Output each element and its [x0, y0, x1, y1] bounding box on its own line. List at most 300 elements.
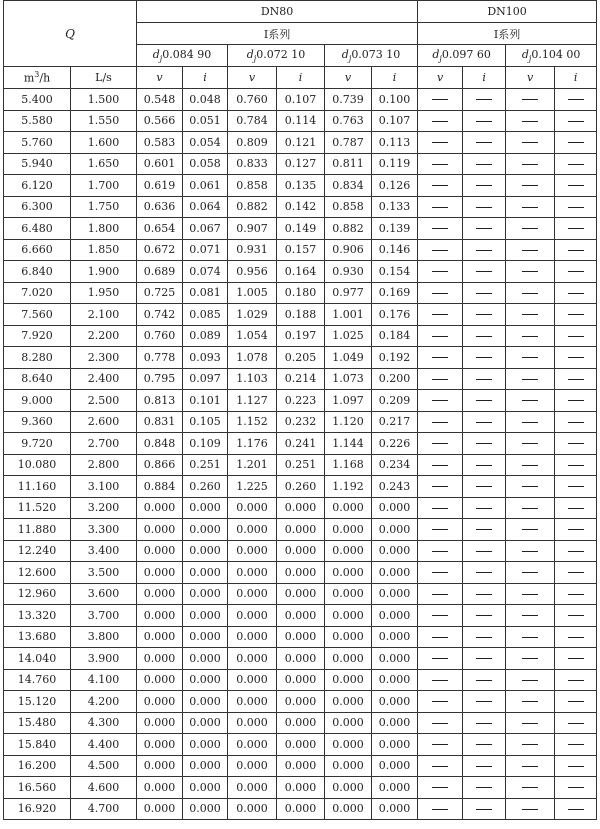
table-cell: 0.778 [137, 347, 183, 369]
table-cell: 0.000 [277, 626, 325, 648]
velocity-label: v [506, 67, 555, 89]
table-cell: 0.809 [228, 132, 277, 154]
table-cell: 0.787 [325, 132, 372, 154]
dash-mark [522, 228, 538, 229]
dash-mark [568, 336, 584, 337]
table-cell: 0.566 [137, 110, 183, 132]
dash-mark [522, 615, 538, 616]
dash-mark [432, 615, 448, 616]
table-cell: 0.192 [372, 347, 418, 369]
table-cell: 0.000 [183, 734, 228, 756]
table-cell: 0.000 [183, 540, 228, 562]
empty-cell [418, 454, 463, 476]
dash-mark [568, 723, 584, 724]
table-cell: 0.200 [372, 368, 418, 390]
empty-cell [506, 777, 555, 799]
table-cell: 0.000 [277, 497, 325, 519]
table-row [4, 648, 597, 670]
dash-mark [476, 680, 492, 681]
empty-cell [418, 411, 463, 433]
table-cell: 0.000 [183, 605, 228, 627]
table-cell: 0.000 [372, 755, 418, 777]
table-cell: 0.154 [372, 261, 418, 283]
table-cell: 0.848 [137, 433, 183, 455]
dash-mark [476, 594, 492, 595]
table-cell: 5.580 [4, 110, 71, 132]
dash-mark [522, 207, 538, 208]
empty-cell [418, 175, 463, 197]
dash-mark [432, 142, 448, 143]
table-cell: 1.144 [325, 433, 372, 455]
table-cell: 12.600 [4, 562, 71, 584]
empty-cell [463, 562, 506, 584]
table-cell: 4.600 [71, 777, 137, 799]
table-cell: 12.960 [4, 583, 71, 605]
dash-mark [432, 250, 448, 251]
dash-mark [522, 701, 538, 702]
table-cell: 0.127 [277, 153, 325, 175]
empty-cell [418, 218, 463, 240]
empty-cell [506, 368, 555, 390]
table-cell: 1.078 [228, 347, 277, 369]
dash-mark [522, 529, 538, 530]
empty-cell [506, 476, 555, 498]
table-cell: 0.000 [325, 755, 372, 777]
table-cell: 0.000 [183, 519, 228, 541]
table-row [4, 261, 597, 283]
table-cell: 0.000 [228, 626, 277, 648]
table-cell: 0.672 [137, 239, 183, 261]
table-cell: 1.168 [325, 454, 372, 476]
table-cell: 2.200 [71, 325, 137, 347]
table-row [4, 583, 597, 605]
dash-mark [522, 744, 538, 745]
table-cell: 0.000 [325, 605, 372, 627]
table-cell: 15.120 [4, 691, 71, 713]
table-cell: 0.636 [137, 196, 183, 218]
table-cell: 4.400 [71, 734, 137, 756]
table-cell: 0.000 [277, 712, 325, 734]
empty-cell [506, 411, 555, 433]
table-cell: 16.200 [4, 755, 71, 777]
dash-mark [568, 465, 584, 466]
table-cell: 0.251 [183, 454, 228, 476]
table-cell: 0.139 [372, 218, 418, 240]
empty-cell [463, 325, 506, 347]
empty-cell [418, 325, 463, 347]
empty-cell [555, 218, 597, 240]
empty-cell [555, 89, 597, 111]
empty-cell [418, 648, 463, 670]
table-cell: 0.064 [183, 196, 228, 218]
table-cell: 14.760 [4, 669, 71, 691]
table-cell: 12.240 [4, 540, 71, 562]
table-cell: 0.074 [183, 261, 228, 283]
empty-cell [418, 89, 463, 111]
empty-cell [506, 390, 555, 412]
dash-mark [568, 293, 584, 294]
table-cell: 6.120 [4, 175, 71, 197]
dash-mark [522, 422, 538, 423]
table-cell: 0.234 [372, 454, 418, 476]
table-cell: 2.300 [71, 347, 137, 369]
diameter-cell: $d_j0.084$ 90 [137, 45, 228, 67]
empty-cell [418, 261, 463, 283]
table-cell: 0.054 [183, 132, 228, 154]
empty-cell [555, 476, 597, 498]
table-cell: 0.000 [228, 648, 277, 670]
dash-mark [568, 615, 584, 616]
table-cell: 0.000 [183, 712, 228, 734]
table-cell: 2.700 [71, 433, 137, 455]
unit-ls: L/s [71, 67, 137, 89]
dash-mark [432, 680, 448, 681]
table-cell: 3.800 [71, 626, 137, 648]
table-cell: 0.000 [183, 497, 228, 519]
table-cell: 2.500 [71, 390, 137, 412]
table-cell: 0.000 [228, 605, 277, 627]
dash-mark [476, 508, 492, 509]
dash-mark [432, 658, 448, 659]
table-cell: 0.931 [228, 239, 277, 261]
empty-cell [463, 691, 506, 713]
empty-cell [555, 411, 597, 433]
table-cell: 13.680 [4, 626, 71, 648]
table-cell: 0.048 [183, 89, 228, 111]
empty-cell [463, 734, 506, 756]
table-cell: 14.040 [4, 648, 71, 670]
table-cell: 0.000 [325, 583, 372, 605]
table-cell: 0.093 [183, 347, 228, 369]
table-cell: 1.750 [71, 196, 137, 218]
table-cell: 0.000 [183, 648, 228, 670]
empty-cell [555, 519, 597, 541]
empty-cell [418, 755, 463, 777]
table-cell: 1.550 [71, 110, 137, 132]
dash-mark [476, 658, 492, 659]
empty-cell [555, 648, 597, 670]
table-cell: 0.000 [372, 648, 418, 670]
table-cell: 0.739 [325, 89, 372, 111]
dash-mark [476, 357, 492, 358]
dash-mark [522, 809, 538, 810]
empty-cell [506, 734, 555, 756]
table-cell: 0.188 [277, 304, 325, 326]
dash-mark [522, 314, 538, 315]
table-cell: 0.000 [137, 562, 183, 584]
dash-mark [432, 336, 448, 337]
table-cell: 0.000 [372, 626, 418, 648]
empty-cell [506, 755, 555, 777]
dash-mark [522, 680, 538, 681]
dash-mark [522, 400, 538, 401]
empty-cell [463, 433, 506, 455]
dash-mark [522, 637, 538, 638]
empty-cell [506, 261, 555, 283]
table-cell: 3.100 [71, 476, 137, 498]
dash-mark [476, 809, 492, 810]
empty-cell [418, 282, 463, 304]
table-cell: 7.920 [4, 325, 71, 347]
empty-cell [463, 626, 506, 648]
table-cell: 0.000 [325, 497, 372, 519]
table-row [4, 89, 597, 111]
unit-row [4, 67, 597, 89]
empty-cell [555, 669, 597, 691]
table-cell: 0.146 [372, 239, 418, 261]
diameter-cell: $d_j0.104$ 00 [506, 45, 597, 67]
table-cell: 0.000 [325, 648, 372, 670]
empty-cell [418, 390, 463, 412]
dash-mark [432, 551, 448, 552]
empty-cell [506, 175, 555, 197]
dash-mark [522, 121, 538, 122]
dash-mark [476, 551, 492, 552]
table-cell: 0.051 [183, 110, 228, 132]
table-cell: 1.225 [228, 476, 277, 498]
velocity-label: v [418, 67, 463, 89]
empty-cell [555, 132, 597, 154]
empty-cell [418, 519, 463, 541]
dash-mark [432, 508, 448, 509]
table-cell: 5.940 [4, 153, 71, 175]
table-cell: 1.192 [325, 476, 372, 498]
dash-mark [522, 486, 538, 487]
empty-cell [555, 282, 597, 304]
empty-cell [463, 304, 506, 326]
table-cell: 16.560 [4, 777, 71, 799]
dash-mark [476, 142, 492, 143]
dash-mark [568, 551, 584, 552]
table-cell: 0.795 [137, 368, 183, 390]
table-cell: 0.205 [277, 347, 325, 369]
table-cell: 0.133 [372, 196, 418, 218]
empty-cell [555, 433, 597, 455]
table-cell: 0.906 [325, 239, 372, 261]
dash-mark [568, 228, 584, 229]
gradient-label: i [463, 67, 506, 89]
table-cell: 0.000 [325, 691, 372, 713]
dash-mark [432, 379, 448, 380]
table-cell: 0.000 [277, 648, 325, 670]
table-cell: 0.000 [183, 691, 228, 713]
empty-cell [418, 476, 463, 498]
dash-mark [476, 228, 492, 229]
velocity-label: v [325, 67, 372, 89]
table-cell: 0.000 [372, 669, 418, 691]
dash-mark [522, 658, 538, 659]
empty-cell [506, 626, 555, 648]
empty-cell [506, 583, 555, 605]
dash-mark [522, 336, 538, 337]
table-cell: 9.000 [4, 390, 71, 412]
table-cell: 1.950 [71, 282, 137, 304]
dash-mark [522, 142, 538, 143]
table-cell: 0.061 [183, 175, 228, 197]
dash-mark [476, 615, 492, 616]
dash-mark [568, 508, 584, 509]
table-cell: 0.000 [277, 755, 325, 777]
table-row [4, 691, 597, 713]
table-cell: 0.000 [228, 583, 277, 605]
table-cell: 0.000 [277, 583, 325, 605]
table-cell: 0.833 [228, 153, 277, 175]
unit-m3h: $m^3/h$ [4, 67, 71, 89]
empty-cell [555, 497, 597, 519]
table-cell: 0.000 [277, 562, 325, 584]
table-cell: 3.500 [71, 562, 137, 584]
table-cell: 11.520 [4, 497, 71, 519]
table-cell: 3.300 [71, 519, 137, 541]
dash-mark [476, 787, 492, 788]
table-cell: 0.882 [228, 196, 277, 218]
table-cell: 0.000 [372, 497, 418, 519]
empty-cell [506, 605, 555, 627]
empty-cell [463, 497, 506, 519]
dash-mark [432, 486, 448, 487]
dash-mark [522, 443, 538, 444]
table-cell: 0.760 [137, 325, 183, 347]
table-cell: 0.000 [137, 712, 183, 734]
dash-mark [432, 529, 448, 530]
table-cell: 0.000 [183, 798, 228, 820]
dash-mark [568, 809, 584, 810]
table-cell: 0.000 [137, 519, 183, 541]
empty-cell [555, 626, 597, 648]
table-cell: 0.260 [277, 476, 325, 498]
table-cell: 0.000 [372, 798, 418, 820]
table-cell: 0.000 [325, 798, 372, 820]
table-row [4, 562, 597, 584]
empty-cell [555, 755, 597, 777]
empty-cell [555, 347, 597, 369]
table-cell: 0.000 [277, 734, 325, 756]
empty-cell [418, 626, 463, 648]
table-cell: 0.000 [325, 562, 372, 584]
table-cell: 1.700 [71, 175, 137, 197]
table-cell: 0.583 [137, 132, 183, 154]
table-cell: 4.100 [71, 669, 137, 691]
dash-mark [568, 443, 584, 444]
gradient-label: i [183, 67, 228, 89]
dash-mark [432, 99, 448, 100]
empty-cell [418, 540, 463, 562]
dash-mark [476, 164, 492, 165]
table-row [4, 411, 597, 433]
dash-mark [568, 99, 584, 100]
dash-mark [432, 185, 448, 186]
empty-cell [555, 734, 597, 756]
dash-mark [522, 293, 538, 294]
empty-cell [555, 540, 597, 562]
dash-mark [476, 400, 492, 401]
dn80-series: Ⅰ系列 [137, 23, 418, 45]
table-cell: 1.025 [325, 325, 372, 347]
dash-mark [432, 637, 448, 638]
table-row [4, 669, 597, 691]
dash-mark [568, 572, 584, 573]
empty-cell [506, 648, 555, 670]
table-cell: 0.000 [228, 562, 277, 584]
dash-mark [522, 250, 538, 251]
table-cell: 1.103 [228, 368, 277, 390]
table-cell: 0.000 [277, 605, 325, 627]
empty-cell [463, 755, 506, 777]
table-cell: 2.100 [71, 304, 137, 326]
empty-cell [463, 712, 506, 734]
table-row [4, 734, 597, 756]
table-row [4, 304, 597, 326]
dash-mark [568, 250, 584, 251]
dash-mark [568, 680, 584, 681]
table-cell: 0.831 [137, 411, 183, 433]
table-cell: 5.760 [4, 132, 71, 154]
table-row [4, 712, 597, 734]
dash-mark [432, 572, 448, 573]
table-cell: 0.000 [372, 777, 418, 799]
table-cell: 0.226 [372, 433, 418, 455]
empty-cell [463, 261, 506, 283]
empty-cell [463, 153, 506, 175]
table-cell: 6.840 [4, 261, 71, 283]
table-cell: 0.113 [372, 132, 418, 154]
table-cell: 1.900 [71, 261, 137, 283]
gradient-label: i [277, 67, 325, 89]
dash-mark [568, 594, 584, 595]
table-cell: 8.280 [4, 347, 71, 369]
table-cell: 0.689 [137, 261, 183, 283]
empty-cell [463, 411, 506, 433]
dash-mark [522, 99, 538, 100]
table-cell: 2.400 [71, 368, 137, 390]
table-cell: 0.000 [183, 755, 228, 777]
empty-cell [463, 476, 506, 498]
table-cell: 0.654 [137, 218, 183, 240]
empty-cell [555, 325, 597, 347]
dash-mark [432, 293, 448, 294]
table-cell: 1.850 [71, 239, 137, 261]
dash-mark [476, 185, 492, 186]
table-cell: 0.067 [183, 218, 228, 240]
dash-mark [568, 271, 584, 272]
empty-cell [506, 798, 555, 820]
empty-cell [463, 540, 506, 562]
table-cell: 3.600 [71, 583, 137, 605]
table-cell: 0.260 [183, 476, 228, 498]
table-cell: 0.000 [137, 734, 183, 756]
dash-mark [568, 422, 584, 423]
table-cell: 3.700 [71, 605, 137, 627]
table-row [4, 282, 597, 304]
table-cell: 0.097 [183, 368, 228, 390]
empty-cell [463, 196, 506, 218]
table-cell: 0.000 [372, 605, 418, 627]
table-cell: 4.300 [71, 712, 137, 734]
empty-cell [555, 712, 597, 734]
table-cell: 0.000 [372, 712, 418, 734]
dash-mark [568, 400, 584, 401]
empty-cell [555, 368, 597, 390]
empty-cell [418, 304, 463, 326]
empty-cell [418, 433, 463, 455]
dash-mark [432, 701, 448, 702]
table-row [4, 239, 597, 261]
table-cell: 0.243 [372, 476, 418, 498]
table-cell: 1.127 [228, 390, 277, 412]
table-cell: 1.800 [71, 218, 137, 240]
empty-cell [418, 712, 463, 734]
table-cell: 0.000 [228, 712, 277, 734]
